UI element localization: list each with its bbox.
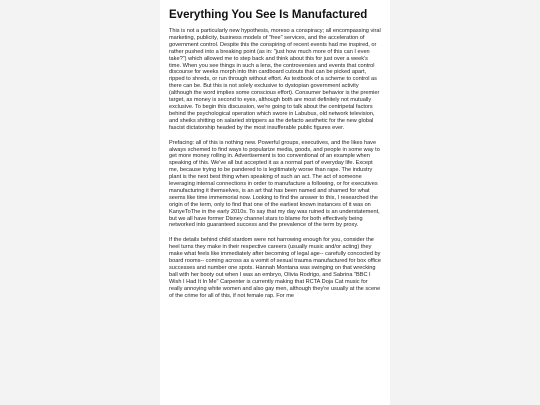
- article-paragraph-1: This is not a particularly new hypothesis, moreso a conspiracy; all encompassing viral marketing, publicity, business models of "free" services, and the acceleration of government control. Despite this the conspiring of recent events had me inspired, or rather pushed into a breaking point (as in: "just how much more of this can I even take?") which allowed me to step back and think about this for just over a week's time. When you see things in such a lens, the controversies and events that control discourse for weeks morph into thin cardboard cutouts that can be picked apart, ripped to shreds, or run through without effort. As textbook of a scheme to control as there can be. But this is not solely exclusive to dystopian government activity (although the word implies some conscious effort). Consumer behavior is the premier target, as money is second to eyes, although both are most definitely not mutually exclusive. To begin this discussion, we're going to talk about the centripetal factors behind the psychological operation which swore in Labubus, old network television, and sheiks shitting on salaried strippers as the defacto aesthetic for the new global fascist dictatorship headed by the most insufferable public figures ever.: [169, 28, 381, 131]
- article-page: [160, 0, 390, 405]
- article-paragraph-2: Prefacing: all of this is nothing new. Powerful groups, executives, and the likes have always schemed to find ways to popularize media, goods, and people in some way to get more money rolling in. Advertisement is too conventional of an example when speaking of this. We've all but accepted it as a normal part of everyday life. Except me, because trying to be pandered to is legitimately worse than rape. The industry plant is the next best thing when speaking of such an act. The act of someone leveraging internal connections in order to manufacture a following, or for executives manufacturing it themselves, is an art that has been named and shamed for what seems like time immemorial now. Looking to find the answer to this, I researched the origin of the term, only to find that one of the earliest known instances of it was on KanyeToThe in the early 2010s. To say that my day was ruined is an understatement, but we all have former Disney channel stars to blame for both effectively being networked into guaranteed success and the prevalence of the term by proxy.: [169, 139, 380, 229]
- article-title: Everything You See Is Manufactured: [169, 9, 368, 21]
- article-paragraph-3: If the details behind child stardom were not harrowing enough for you, consider the heel turns they make in their respective careers (usually music and/or acting) they make what feels like immediately after becoming of legal age-- carefully concocted by board rooms-- coming across as a vomit of sexual trauma manufactured for box office successes and number one spots. Hannah Montana was swinging on that wrecking ball with her booty out when I was an embryo, Olivia Rodrigo, and Sabrina "BBC I Wish I Had It In Me" Carpenter is currently making that RCTA Doja Cat music for really annoying white women and also gay men, although they're usually at the scene of the crime for all of this, if not female rap. For me: [169, 237, 381, 299]
